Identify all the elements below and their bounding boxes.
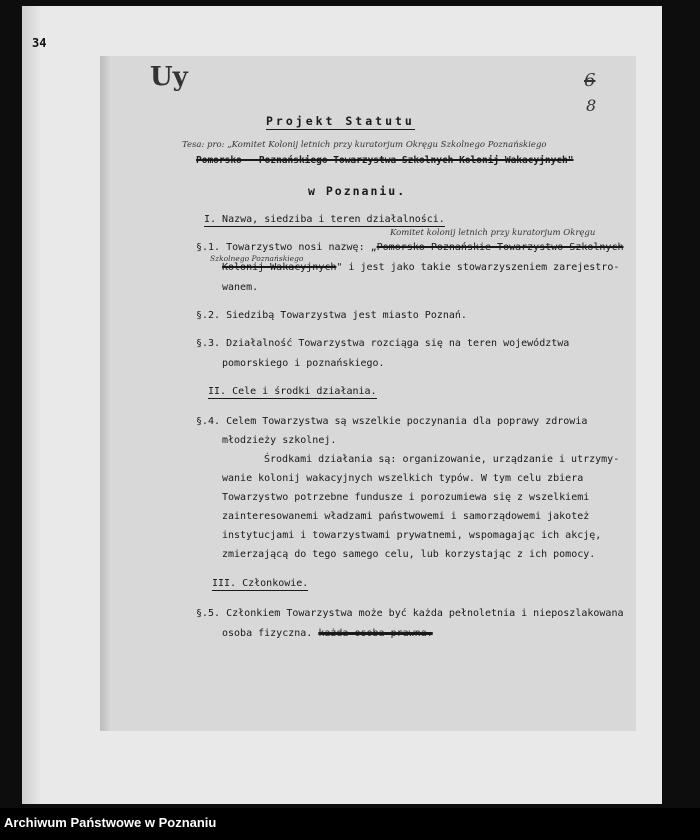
handwritten-insert-para1-2: Szkolnego Poznańskiego (210, 254, 304, 263)
page-number-struck: 6 (584, 70, 596, 91)
para1-line1 (196, 242, 623, 253)
section-heading-3: III. Członkowie. (212, 578, 309, 589)
para1-number: §.1. (196, 242, 221, 253)
para5-text-2: osoba fizyczna. (222, 628, 313, 639)
para5-text-1: Członkiem Towarzystwa może być każda pełnoletnia i nieposzlakowana (226, 608, 624, 619)
para3-text-1: Działalność Towarzystwa rozciąga się na teren województwa (226, 338, 570, 349)
para1-struck-b: Kolonij Wakacyjnych (222, 262, 337, 273)
para2-number: §.2. (196, 310, 221, 321)
city-line: w Poznaniu. (308, 184, 407, 198)
para3-line1 (196, 338, 569, 349)
para4-text-1: Celem Towarzystwa są wszelkie poczynania dla poprawy zdrowia (226, 416, 588, 427)
document-title: Projekt Statutu (266, 114, 415, 128)
para1-line2 (222, 262, 619, 273)
para2 (196, 310, 467, 321)
scan-frame (22, 6, 662, 804)
para2-text: Siedzibą Towarzystwa jest miasto Poznań. (226, 310, 467, 321)
para1-struck-a: Pomorsko-Poznańskie Towarzystwo Szkolnych (376, 242, 624, 253)
archive-name: Archiwum Państwowe w Poznaniu (4, 815, 217, 830)
para4-line4: wanie kolonij wakacyjnych wszelkich typów. W tym celu zbiera (222, 473, 584, 484)
para4-line5: Towarzystwo potrzebne fundusze i porozumiewa się z wszelkiemi (222, 492, 590, 503)
para3-number: §.3. (196, 338, 221, 349)
para1-text-b: " i jest jako takie stowarzyszeniem zarejestro- (336, 262, 620, 273)
para5-number: §.5. (196, 608, 221, 619)
struck-society-name: Pomorsko - Poznańskiego Towarzystwa Szkolnych Kolonij Wakacyjnych" (196, 155, 574, 166)
handwritten-mark: Uy (150, 62, 188, 92)
para5-line1 (196, 608, 623, 619)
para4-line3: Środkami działania są: organizowanie, urządzanie i utrzymy- (264, 454, 620, 465)
para1-text-a: Towarzystwo nosi nazwę: „ (226, 242, 377, 253)
document-sheet (110, 56, 636, 731)
para1-line3: wanem. (222, 282, 259, 293)
page-number: 8 (586, 96, 597, 115)
para4-line7: instytucjami i towarzystwami prywatnemi, wspomagając ich akcję, (222, 530, 602, 541)
para3-line2: pomorskiego i poznańskiego. (222, 358, 385, 369)
para4-line2: młodzieży szkolnej. (222, 435, 337, 446)
sheet-shadow (100, 56, 110, 731)
folio-edge-number: 34 (32, 36, 47, 50)
para4-line1 (196, 416, 587, 427)
para4-number: §.4. (196, 416, 221, 427)
para5-struck: każda osoba prawna. (318, 628, 433, 639)
handwritten-insert-para1: Komitet kolonij letnich przy kuratorjum Okręgu (390, 228, 596, 238)
section-heading-1: I. Nazwa, siedziba i teren działalności. (204, 214, 445, 225)
handwritten-title-insert: Tesa: pro: „Komitet Kolonij letnich przy kuratorjum Okręgu Szkolnego Poznańskiego (182, 140, 547, 150)
para5-line2 (222, 628, 433, 639)
page-edge (22, 6, 40, 804)
para4-line6: zainteresowanemi władzami państwowemi i samorządowemi jakoteż (222, 511, 590, 522)
section-heading-2: II. Cele i środki działania. (208, 386, 377, 397)
para4-line8: zmierzającą do tego samego celu, lub korzystając z ich pomocy. (222, 549, 596, 560)
